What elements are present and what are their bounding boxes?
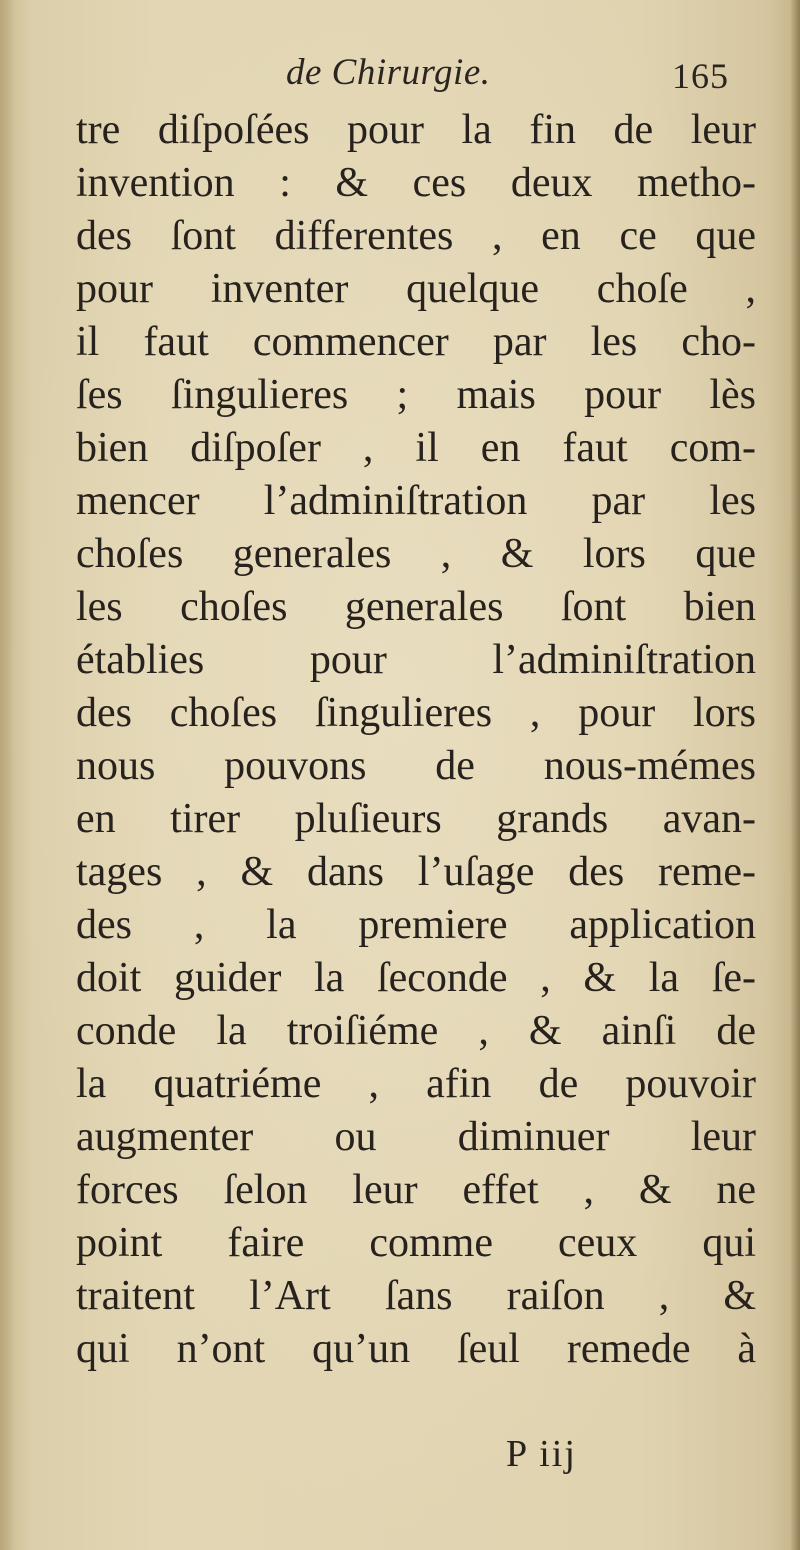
text-line: la quatriéme , afin de pouvoir: [76, 1061, 756, 1107]
running-title: de Chirurgie.: [286, 52, 491, 93]
text-line: traitent l’Art ſans raiſon , &: [76, 1273, 756, 1319]
text-line: qui n’ont qu’un ſeul remede à: [76, 1326, 756, 1372]
text-line: des , la premiere application: [76, 902, 756, 948]
text-line: des choſes ſingulieres , pour lors: [76, 690, 756, 736]
text-line: établies pour l’adminiſtration: [76, 637, 756, 683]
running-head: [0, 45, 800, 105]
text-line: les choſes generales ſont bien: [76, 584, 756, 630]
text-line: point faire comme ceux qui: [76, 1220, 756, 1266]
text-line: invention : & ces deux metho-: [76, 160, 756, 206]
text-line: il faut commencer par les cho-: [76, 319, 756, 365]
text-line: doit guider la ſeconde , & la ſe-: [76, 955, 756, 1001]
page-number: 165: [672, 56, 729, 96]
text-line: nous pouvons de nous-mémes: [76, 743, 756, 789]
text-line: en tirer pluſieurs grands avan-: [76, 796, 756, 842]
text-line: mencer l’adminiſtration par les: [76, 478, 756, 524]
text-line: ſes ſingulieres ; mais pour lès: [76, 372, 756, 418]
page-edge-shadow: [790, 0, 800, 1550]
text-line: tages , & dans l’uſage des reme-: [76, 849, 756, 895]
text-line: choſes generales , & lors que: [76, 531, 756, 577]
text-line: pour inventer quelque choſe ,: [76, 266, 756, 312]
text-line: tre diſpoſées pour la fin de leur: [76, 107, 756, 153]
text-line: augmenter ou diminuer leur: [76, 1114, 756, 1160]
text-line: des ſont differentes , en ce que: [76, 213, 756, 259]
page-gutter-shadow: [0, 0, 14, 1550]
text-line: bien diſpoſer , il en faut com-: [76, 425, 756, 471]
text-line: forces ſelon leur effet , & ne: [76, 1167, 756, 1213]
signature-mark: P iij: [506, 1433, 577, 1475]
text-line: conde la troiſiéme , & ainſi de: [76, 1008, 756, 1054]
body-text: [76, 104, 756, 1376]
